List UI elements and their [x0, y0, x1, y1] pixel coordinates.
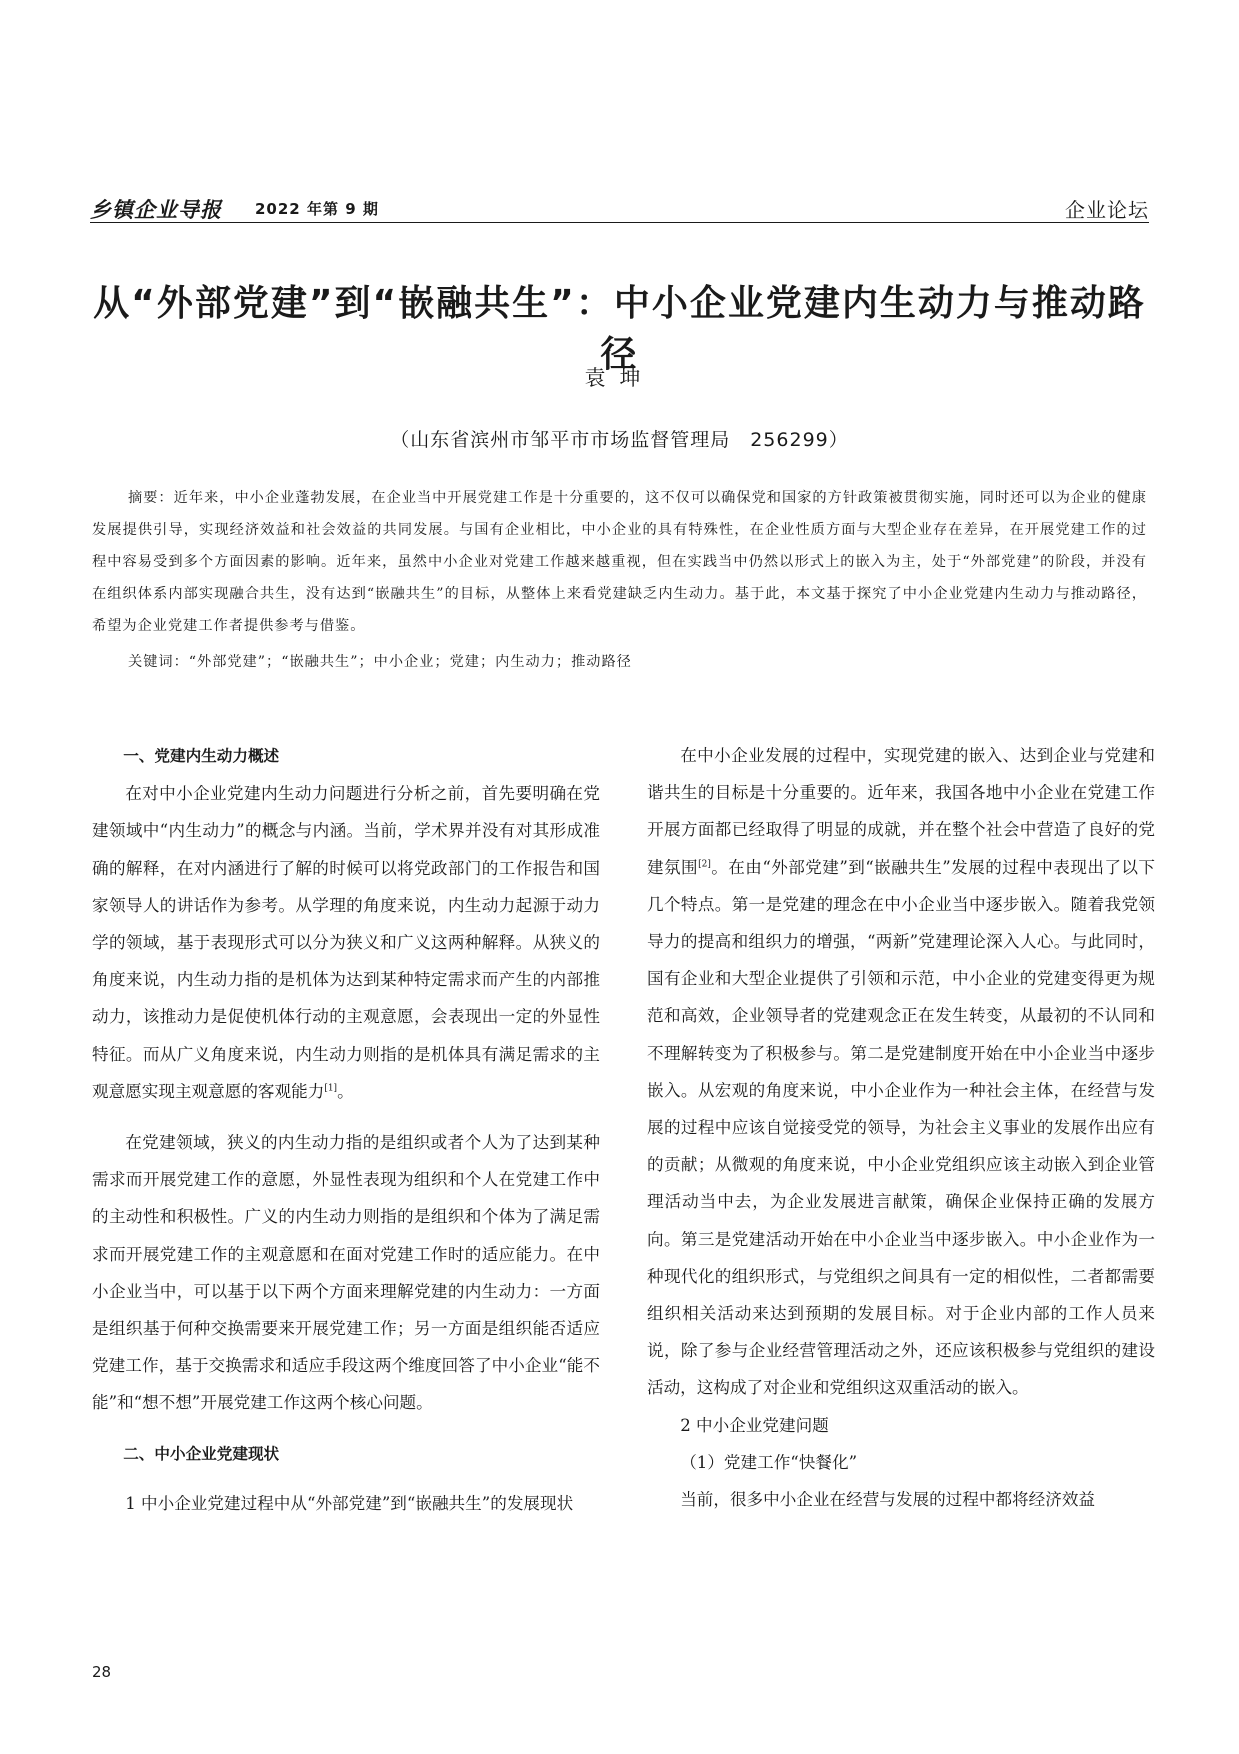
paragraph-end: 。: [337, 1081, 354, 1101]
abstract: 摘要：近年来，中小企业蓬勃发展，在企业当中开展党建工作是十分重要的，这不仅可以确保党和国家的方针政策被贯彻实施，同时还可以为企业的健康发展提供引导，实现经济效益和社会效益的共同发展。与国有企业相比，中小企业的具有特殊性，在企业性质方面与大型企业存在差异，在开展党建工作的过程中容易受到多个方面因素的影响。近年来，虽然中小企业对党建工作越来越重视，但在实践当中仍然以形式上的嵌入为主，处于“外部党建”的阶段，并没有在组织体系内部实现融合共生，没有达到“嵌融共生”的目标，从整体上来看党建缺乏内生动力。基于此，本文基于探究了中小企业党建内生动力与推动路径，希望为企业党建工作者提供参考与借鉴。: [92, 490, 1147, 634]
author-name: 袁坤: [584, 366, 655, 390]
paragraph-text: 在中小企业发展的过程中，实现党建的嵌入、达到企业与党建和谐共生的目标是十分重要的。近年来，我国各地中小企业在党建工作开展方面都已经取得了明显的成就，并在整个社会中营造了良好的党建氛围: [647, 746, 1155, 877]
subsection-heading: （1）党建工作“快餐化”: [680, 1452, 858, 1472]
subsection-heading: 2 中小企业党建问题: [680, 1415, 829, 1435]
citation-ref-1: [1]: [324, 1083, 338, 1094]
article-title: 从“外部党建”到“嵌融共生”：中小企业党建内生动力与推动路径: [93, 283, 1146, 375]
body-paragraph: 在党建领域，狭义的内生动力指的是组织或者个人为了达到某种需求而开展党建工作的意愿，外显性表现为组织和个人在党建工作中的主动性和积极性。广义的内生动力则指的是组织和个体为了满足需求而开展党建工作的主观意愿和在面对党建工作时的适应能力。在中小企业当中，可以基于以下两个方面来理解党建的内生动力：一方面是组织基于何种交换需要来开展党建工作；另一方面是组织能否适应党建工作，基于交换需求和适应手段这两个维度回答了中小企业“能不能”和“想不想”开展党建工作这两个核心问题。: [92, 1133, 600, 1413]
issue-label: 2022 年第 9 期: [255, 200, 379, 218]
body-paragraph: [92, 775, 600, 1110]
body-paragraph: [647, 737, 1155, 1407]
keywords: 关键词：“外部党建”；“嵌融共生”；中小企业；党建；内生动力；推动路径: [128, 654, 632, 670]
page-number: 28: [92, 1663, 112, 1681]
author-affiliation: （山东省滨州市邹平市市场监督管理局 256299）: [390, 429, 849, 451]
citation-ref-2: [2]: [698, 859, 711, 870]
section-heading-2: 二、中小企业党建现状: [123, 1444, 280, 1463]
section-heading-1: 一、党建内生动力概述: [123, 747, 280, 765]
paragraph-text: 在对中小企业党建内生动力问题进行分析之前，首先要明确在党建领域中“内生动力”的概念与内涵。当前，学术界并没有对其形成准确的解释，在对内涵进行了解的时候可以将党政部门的工作报告和国家领导人的讲话作为参考。从学理的角度来说，内生动力起源于动力学的领域，基于表现形式可以分为狭义和广义这两种解释。从狭义的角度来说，内生动力指的是机体为达到某种特定需求而产生的内部推动力，该推动力是促使机体行动的主观意愿，会表现出一定的外显性特征。而从广义角度来说，内生动力则指的是机体具有满足需求的主观意愿实现主观意愿的客观能力: [92, 784, 600, 1101]
column-label: 企业论坛: [1065, 198, 1149, 222]
left-column: [92, 738, 600, 1522]
subsection-heading: 1 中小企业党建过程中从“外部党建”到“嵌融共生”的发展现状: [125, 1493, 574, 1513]
body-paragraph: 当前，很多中小企业在经营与发展的过程中都将经济效益: [680, 1490, 1096, 1510]
journal-name: 乡镇企业导报: [90, 198, 222, 222]
running-header: [90, 192, 1149, 223]
paragraph-text: 。在由“外部党建”到“嵌融共生”发展的过程中表现出了以下几个特点。第一是党建的理念在中小企业当中逐步嵌入。随着我党领导力的提高和组织力的增强，“两新”党建理论深入人心。与此同时，国有企业和大型企业提供了引领和示范，中小企业的党建变得更为规范和高效，企业领导者的党建观念正在发生转变，从最初的不认同和不理解转变为了积极参与。第二是党建制度开始在中小企业当中逐步嵌入。从宏观的角度来说，中小企业作为一种社会主体，在经营与发展的过程中应该自觉接受党的领导，为社会主义事业的发展作出应有的贡献；从微观的角度来说，中小企业党组织应该主动嵌入到企业管理活动当中去，为企业发展进言献策，确保企业保持正确的发展方向。第三是党建活动开始在中小企业当中逐步嵌入。中小企业作为一种现代化的组织形式，与党组织之间具有一定的相似性，二者都需要组织相关活动来达到预期的发展目标。对于企业内部的工作人员来说，除了参与企业经营管理活动之外，还应该积极参与党组织的建设活动，这构成了对企业和党组织这双重活动的嵌入。: [647, 857, 1156, 1398]
right-column: [647, 737, 1155, 1518]
